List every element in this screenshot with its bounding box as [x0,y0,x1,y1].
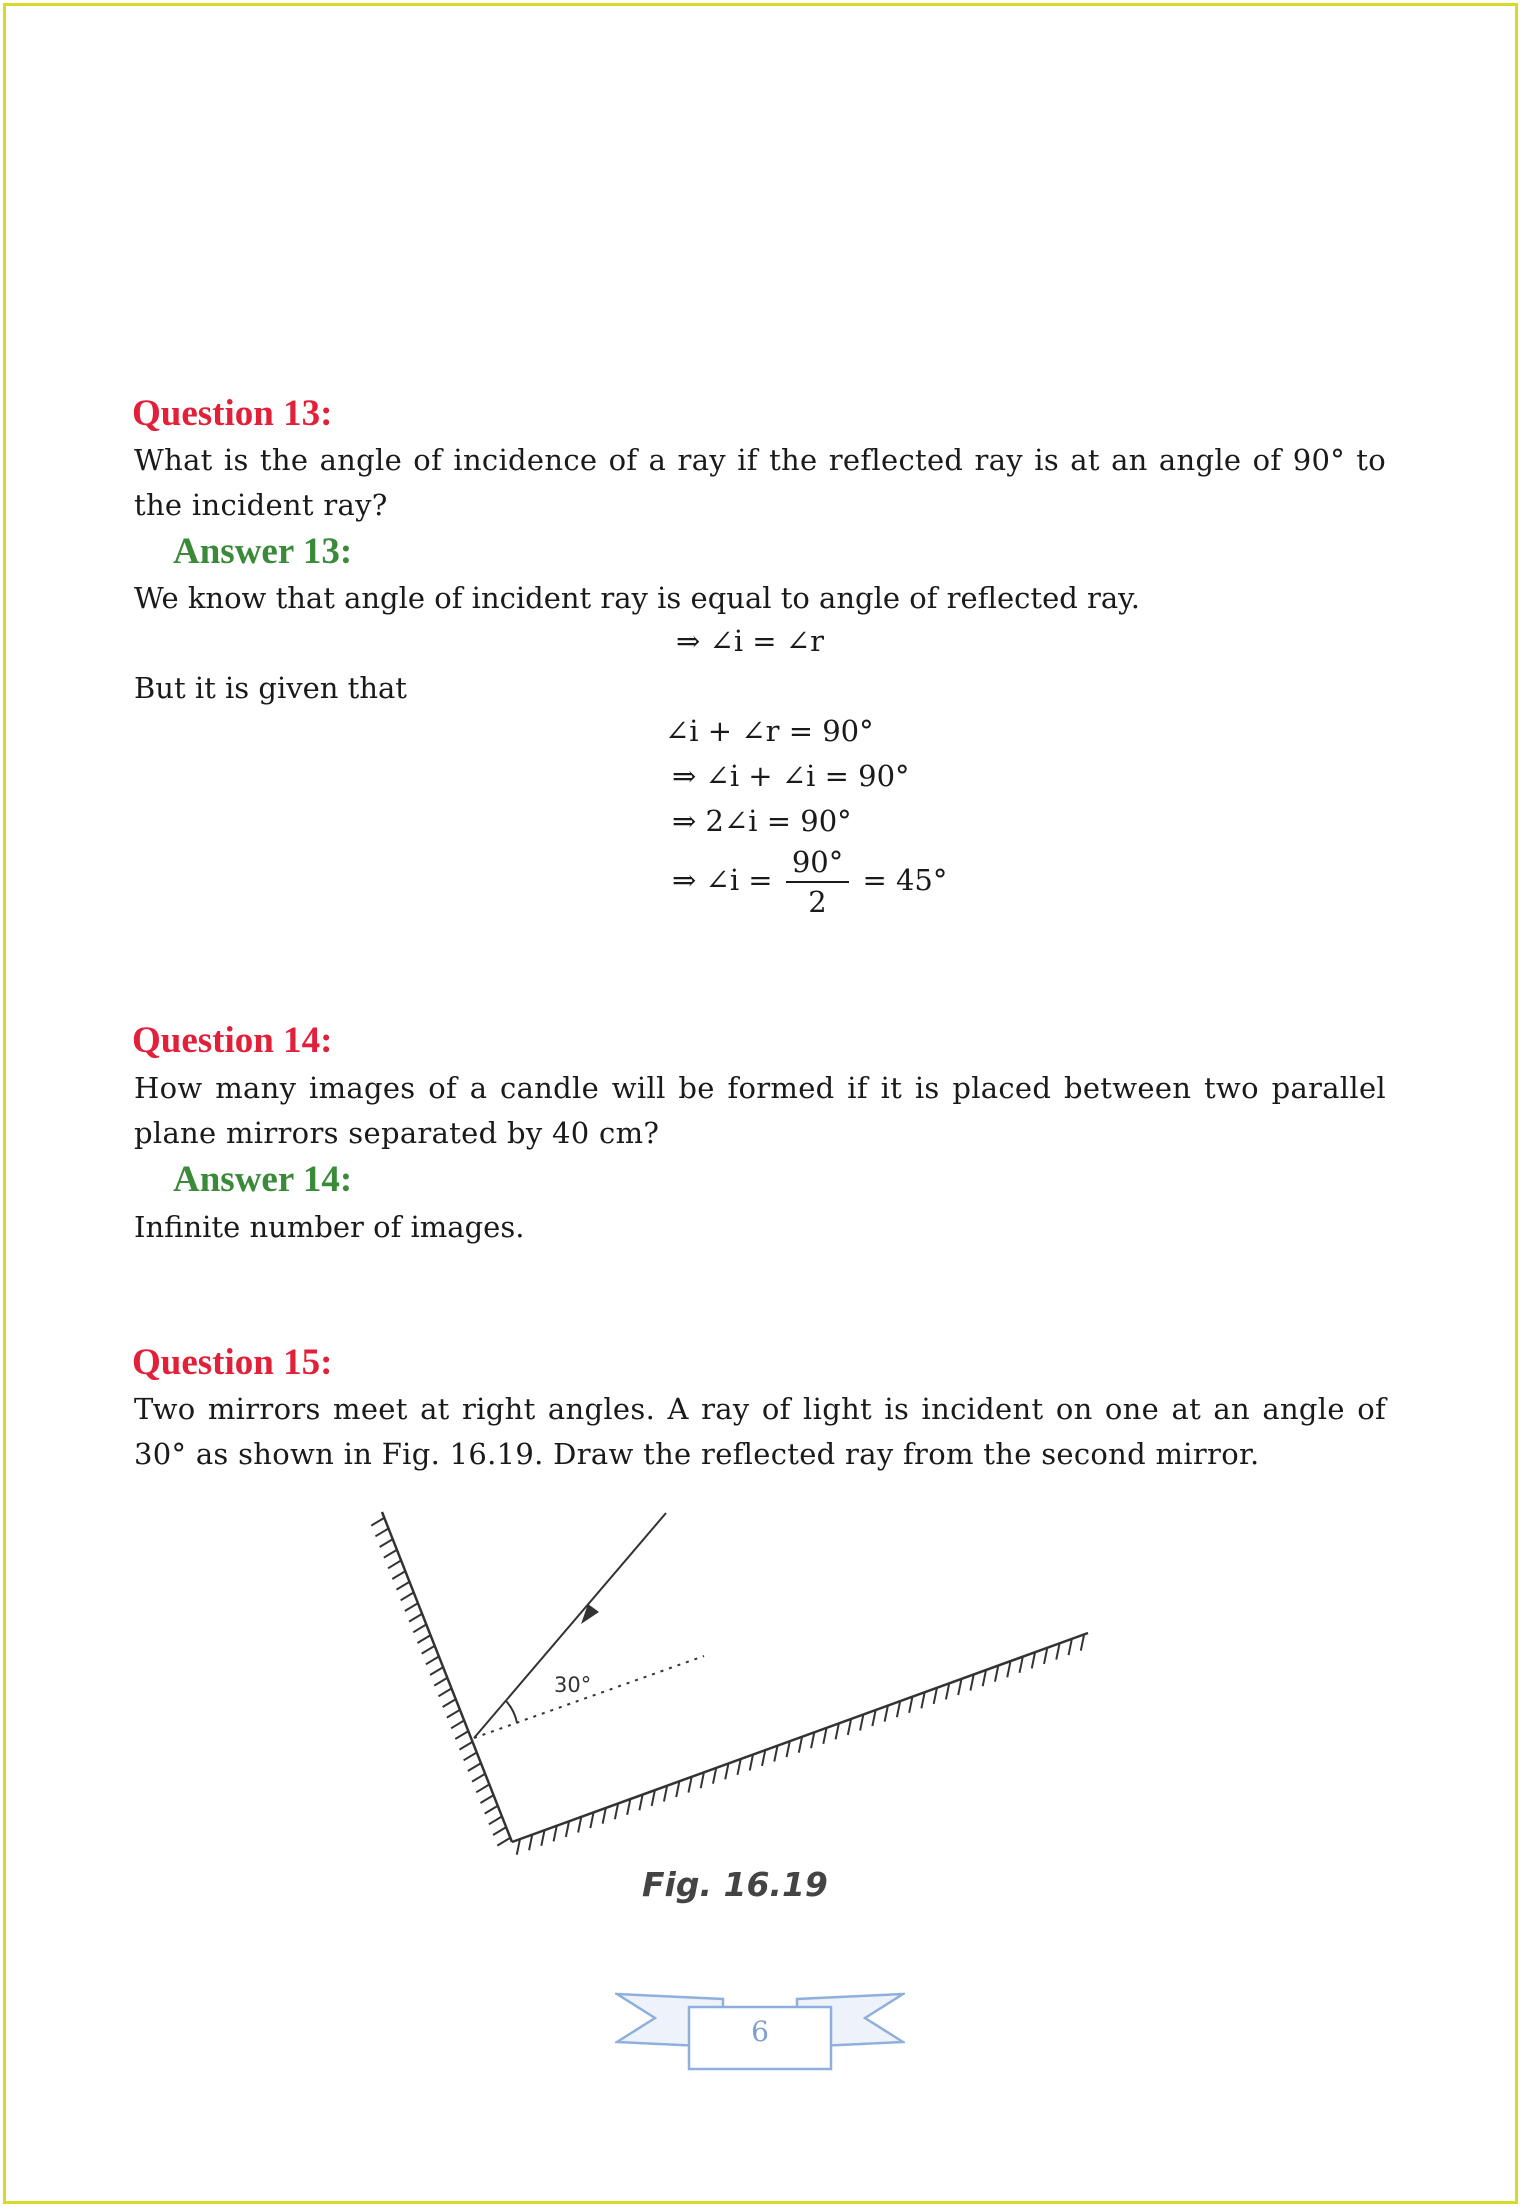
hatch-mark [983,1670,986,1686]
hatch-mark [422,1646,435,1654]
fraction-denominator: 2 [808,885,827,919]
hatch-mark [909,1697,912,1713]
angle-label: 30° [554,1673,592,1697]
hatch-mark [489,1817,502,1825]
hatch-mark [476,1785,489,1793]
hatch-mark [848,1719,851,1735]
hatch-mark [1081,1635,1084,1651]
hatch-mark [872,1710,875,1726]
hatch-mark [1056,1644,1059,1660]
left-mirror [382,1512,512,1842]
hatch-mark [652,1790,655,1806]
hatch-mark [664,1786,667,1802]
hatch-mark [401,1593,414,1601]
hatch-mark [384,1550,397,1558]
figure-caption: Fig. 16.19 [642,1865,828,1904]
hatch-mark [688,1777,691,1793]
hatch-mark [725,1764,728,1780]
given-text: But it is given that [134,671,407,705]
page-number: 6 [751,2014,769,2048]
hatch-mark [388,1561,401,1569]
mirror-diagram [370,1500,1110,1860]
hatch-mark [627,1799,630,1815]
equation-3: ⇒ ∠i + ∠i = 90° [672,759,910,793]
question-13-title: Question 13: [132,393,333,434]
equation-1: ⇒ ∠i = ∠r [676,624,824,658]
hatch-mark [836,1724,839,1740]
bottom-mirror-hatching [517,1635,1084,1855]
hatch-mark [885,1706,888,1722]
hatch-mark [934,1688,937,1704]
hatch-mark [1007,1662,1010,1678]
hatch-mark [392,1571,405,1579]
hatch-mark [1019,1657,1022,1673]
hatch-mark [639,1795,642,1811]
equation-5-lhs: ⇒ ∠i = [672,863,773,897]
hatch-mark [434,1678,447,1686]
hatch-mark [823,1728,826,1744]
ray-arrow-icon [581,1604,599,1624]
question-14-text: How many images of a candle will be formed if it is placed between two parallel plane mirrors separated by 40 cm? [134,1071,1386,1150]
hatch-mark [1032,1653,1035,1669]
hatch-mark [405,1603,418,1611]
hatch-mark [443,1699,456,1707]
hatch-mark [615,1804,618,1820]
hatch-mark [970,1675,973,1691]
left-mirror-hatching [371,1518,510,1846]
hatch-mark [464,1753,477,1761]
page-number-ribbon [615,1985,905,2081]
fraction [786,845,849,919]
hatch-mark [459,1742,472,1750]
hatch-mark [447,1710,460,1718]
hatch-mark [1044,1648,1047,1664]
hatch-mark [897,1702,900,1718]
question-14-title: Question 14: [132,1020,333,1061]
hatch-mark [455,1731,468,1739]
question-13-text: What is the angle of incidence of a ray if the reflected ray is at an angle of 90° to the incident ray? [134,443,1386,522]
hatch-mark [497,1838,510,1846]
hatch-mark [946,1684,949,1700]
hatch-mark [921,1693,924,1709]
hatch-mark [1069,1639,1072,1655]
hatch-mark [438,1689,451,1697]
hatch-mark [409,1614,422,1622]
hatch-mark [762,1750,765,1766]
answer-14-title: Answer 14: [173,1159,353,1200]
hatch-mark [371,1518,384,1526]
hatch-mark [799,1737,802,1753]
hatch-mark [676,1781,679,1797]
hatch-mark [417,1635,430,1643]
hatch-mark [472,1774,485,1782]
hatch-mark [480,1795,493,1803]
equation-4: ⇒ 2∠i = 90° [672,804,852,838]
hatch-mark [451,1721,464,1729]
hatch-mark [774,1746,777,1762]
hatch-mark [750,1755,753,1771]
question-15-text: Two mirrors meet at right angles. A ray of light is incident on one at an angle of 30° as shown in Fig. 16.19. Draw the reflected ray from the second mirror. [134,1392,1386,1471]
hatch-mark [468,1763,481,1771]
hatch-mark [811,1733,814,1749]
hatch-mark [603,1808,606,1824]
equation-5-rhs: = 45° [862,863,948,897]
question-15-title: Question 15: [132,1342,333,1383]
hatch-mark [493,1827,506,1835]
equation-2: ∠i + ∠r = 90° [665,714,874,748]
hatch-mark [485,1806,498,1814]
hatch-mark [737,1759,740,1775]
answer-14-text: Infinite number of images. [134,1210,525,1244]
bottom-mirror [512,1633,1088,1842]
hatch-mark [578,1817,581,1833]
answer-13-title: Answer 13: [173,531,353,572]
hatch-mark [701,1772,704,1788]
hatch-mark [713,1768,716,1784]
answer-13-text: We know that angle of incident ray is equal to angle of reflected ray. [134,581,1140,615]
hatch-mark [380,1539,393,1547]
hatch-mark [860,1715,863,1731]
hatch-mark [413,1625,426,1633]
hatch-mark [958,1679,961,1695]
equation-5 [672,845,947,919]
hatch-mark [375,1529,388,1537]
fraction-numerator: 90° [786,845,849,883]
hatch-mark [426,1657,439,1665]
hatch-mark [396,1582,409,1590]
hatch-mark [787,1741,790,1757]
hatch-mark [590,1812,593,1828]
hatch-mark [995,1666,998,1682]
angle-arc [506,1701,517,1723]
hatch-mark [430,1667,443,1675]
